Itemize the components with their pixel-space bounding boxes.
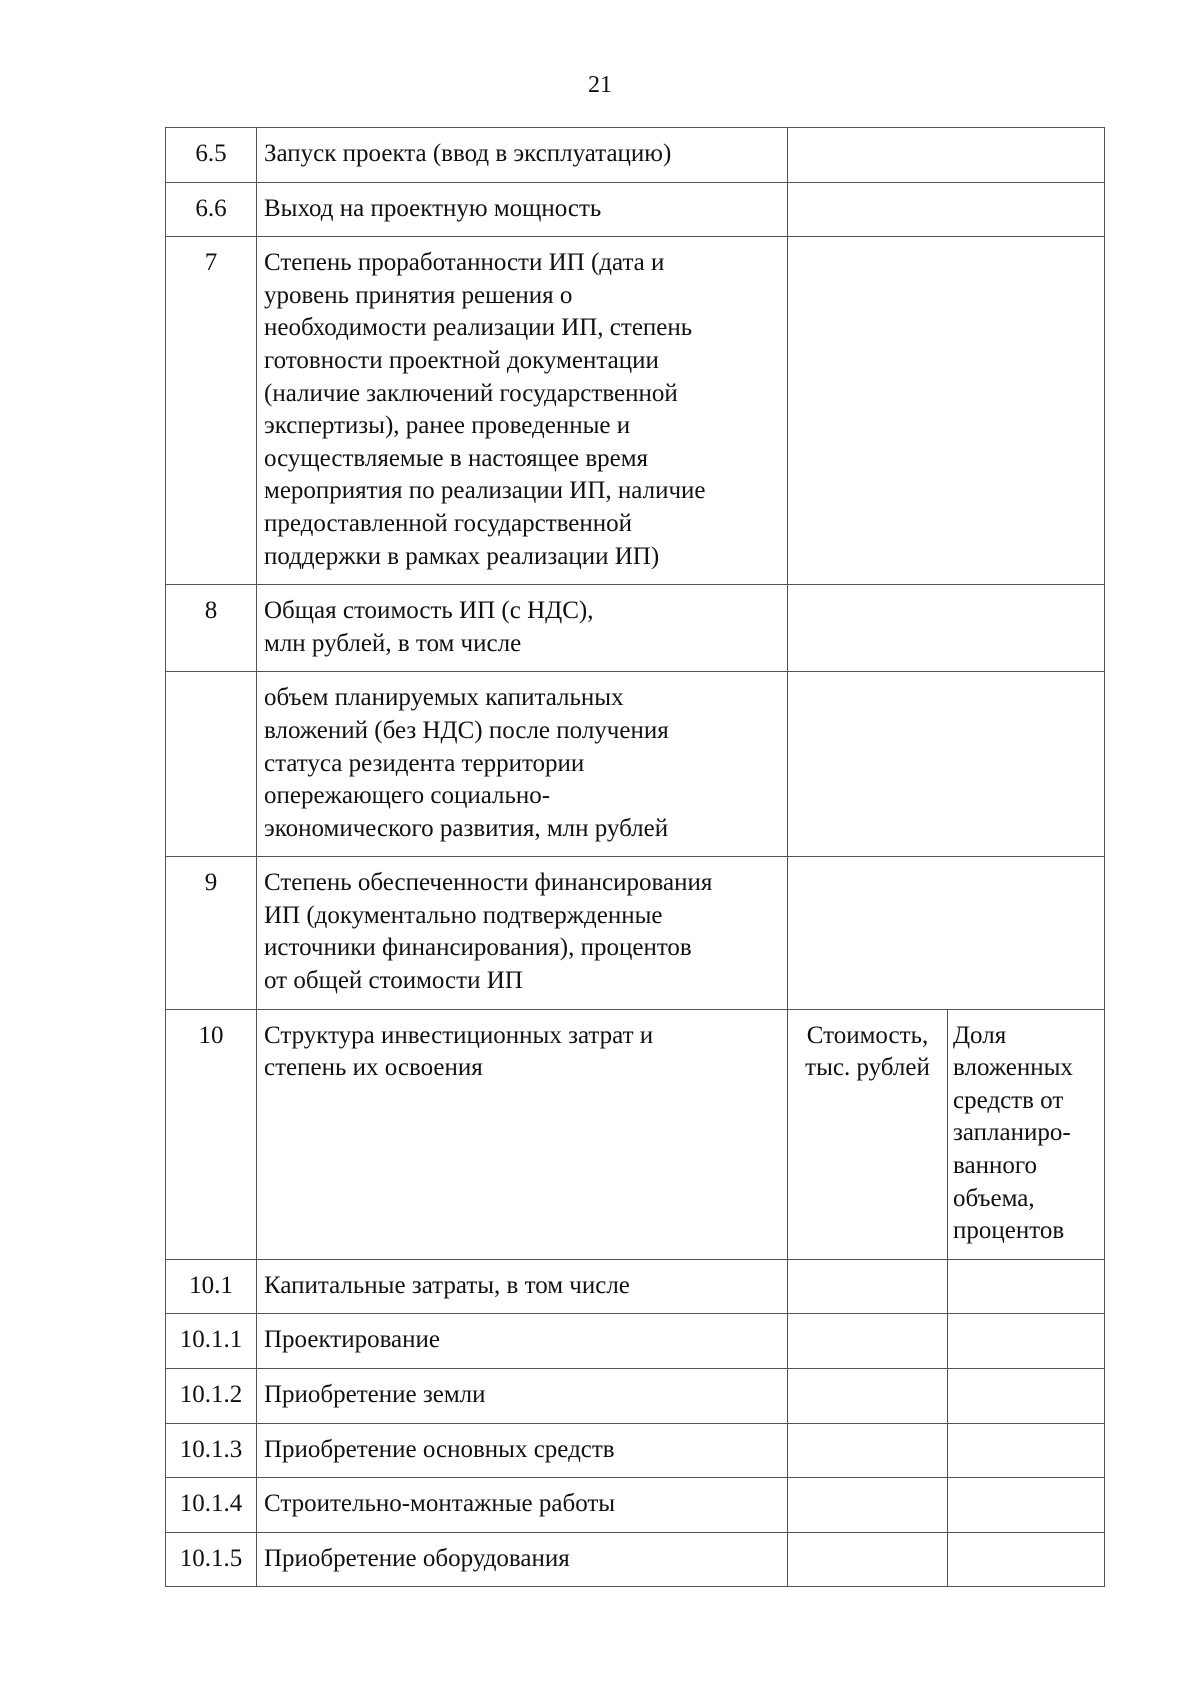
table-row — [166, 1259, 1105, 1314]
table-row — [166, 672, 1105, 857]
row-number: 8 — [166, 585, 257, 672]
cost-cell[interactable] — [788, 1478, 948, 1533]
share-cell[interactable] — [948, 1478, 1105, 1533]
table-row-structure-header — [166, 1009, 1105, 1259]
cost-column-header: Стоимость, тыс. рублей — [788, 1009, 948, 1259]
table-row — [166, 182, 1105, 237]
cost-cell[interactable] — [788, 1369, 948, 1424]
table-row — [166, 857, 1105, 1009]
row-description: Общая стоимость ИП (с НДС), млн рублей, в том числе — [257, 585, 788, 672]
share-cell[interactable] — [948, 1314, 1105, 1369]
share-cell[interactable] — [948, 1532, 1105, 1587]
row-description: Структура инвестиционных затрат и степень их освоения — [257, 1009, 788, 1259]
row-description: Степень обеспеченности финансирования ИП (документально подтвержденные источники финансирования), процентов от общей стоимости ИП — [257, 857, 788, 1009]
row-number: 10.1.3 — [166, 1423, 257, 1478]
row-number: 10.1.2 — [166, 1369, 257, 1424]
row-number: 6.6 — [166, 182, 257, 237]
value-cell[interactable] — [788, 672, 1105, 857]
row-description: Степень проработанности ИП (дата и уровень принятия решения о необходимости реализации ИП, степень готовности проектной документации (наличие заключений государственной экспертизы), ранее проведенные и осуществляемые в настоящее время мероприятия по реализации ИП, наличие предоставленной государственной поддержки в рамках реализации ИП) — [257, 237, 788, 585]
row-number: 10.1.4 — [166, 1478, 257, 1533]
share-cell[interactable] — [948, 1423, 1105, 1478]
table-row — [166, 1314, 1105, 1369]
value-cell[interactable] — [788, 857, 1105, 1009]
share-column-header: Доля вложенных средств от запланиро- ванного объема, процентов — [948, 1009, 1105, 1259]
row-number: 10 — [166, 1009, 257, 1259]
row-number: 6.5 — [166, 128, 257, 183]
table-row — [166, 1478, 1105, 1533]
value-cell[interactable] — [788, 128, 1105, 183]
row-number: 9 — [166, 857, 257, 1009]
table-row — [166, 1423, 1105, 1478]
row-description: Приобретение основных средств — [257, 1423, 788, 1478]
cost-cell[interactable] — [788, 1259, 948, 1314]
row-description: Выход на проектную мощность — [257, 182, 788, 237]
row-description: Приобретение оборудования — [257, 1532, 788, 1587]
row-number: 10.1.1 — [166, 1314, 257, 1369]
page-number: 21 — [588, 72, 612, 98]
cost-cell[interactable] — [788, 1532, 948, 1587]
row-description: Проектирование — [257, 1314, 788, 1369]
value-cell[interactable] — [788, 182, 1105, 237]
value-cell[interactable] — [788, 237, 1105, 585]
row-number: 7 — [166, 237, 257, 585]
table-row — [166, 1369, 1105, 1424]
table-row — [166, 1532, 1105, 1587]
row-number: 10.1 — [166, 1259, 257, 1314]
row-number — [166, 672, 257, 857]
table-row — [166, 237, 1105, 585]
value-cell[interactable] — [788, 585, 1105, 672]
table-row — [166, 128, 1105, 183]
row-description: Приобретение земли — [257, 1369, 788, 1424]
share-cell[interactable] — [948, 1259, 1105, 1314]
row-description: Капитальные затраты, в том числе — [257, 1259, 788, 1314]
table-row — [166, 585, 1105, 672]
row-description: объем планируемых капитальных вложений (без НДС) после получения статуса резидента территории опережающего социально- экономического развития, млн рублей — [257, 672, 788, 857]
share-cell[interactable] — [948, 1369, 1105, 1424]
investment-project-table — [165, 127, 1105, 1587]
row-description: Строительно-монтажные работы — [257, 1478, 788, 1533]
row-number: 10.1.5 — [166, 1532, 257, 1587]
cost-cell[interactable] — [788, 1423, 948, 1478]
cost-cell[interactable] — [788, 1314, 948, 1369]
row-description: Запуск проекта (ввод в эксплуатацию) — [257, 128, 788, 183]
